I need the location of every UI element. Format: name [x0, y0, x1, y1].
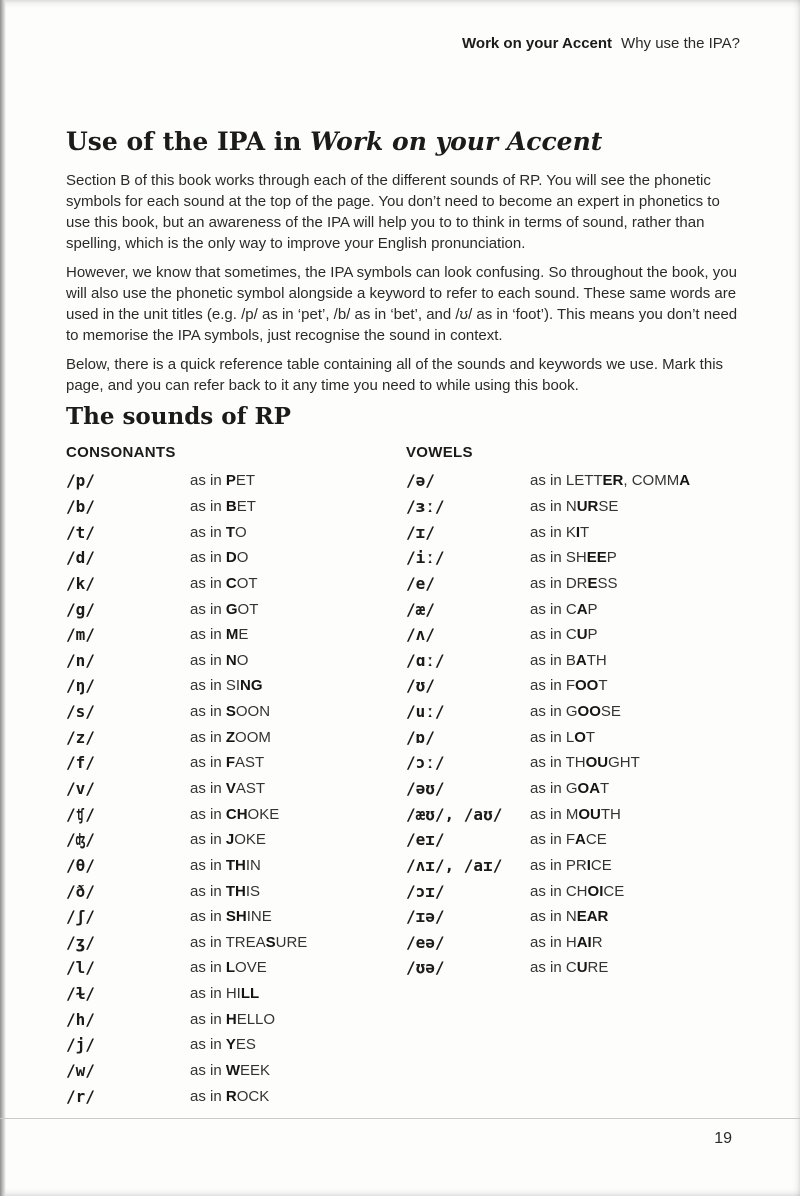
ipa-symbol: /ɒ/ [406, 727, 435, 747]
ipa-symbol: /s/ [66, 702, 95, 722]
vowels-rows [406, 468, 742, 981]
keyword: as in ROCK [190, 1087, 270, 1105]
keyword: as in MOUTH [530, 805, 621, 823]
scan-edge-line [0, 1118, 800, 1119]
keyword: as in SOON [190, 703, 271, 721]
keyword: as in JOKE [190, 831, 266, 849]
keyword: as in SING [190, 677, 263, 695]
ipa-symbol: /l/ [66, 958, 95, 978]
sound-row [66, 519, 406, 545]
scan-edge-shadow [0, 0, 6, 1196]
sound-row [66, 878, 406, 904]
ipa-symbol: /ʧ/ [66, 804, 95, 824]
ipa-symbol: /æʊ/, /aʊ/ [406, 804, 503, 824]
sound-row [406, 750, 742, 776]
sound-row [66, 1058, 406, 1084]
ipa-symbol: /w/ [66, 1061, 95, 1081]
page-title [66, 128, 742, 156]
ipa-symbol: /f/ [66, 753, 95, 773]
sound-row [406, 468, 742, 494]
keyword: as in FOOT [530, 677, 608, 695]
sound-row [66, 494, 406, 520]
keyword: as in CURE [530, 959, 609, 977]
sound-row [406, 699, 742, 725]
sound-row [66, 1083, 406, 1109]
ipa-symbol: /n/ [66, 650, 95, 670]
ipa-symbol: /k/ [66, 573, 95, 593]
keyword: as in THIS [190, 882, 261, 900]
keyword: as in TO [190, 523, 247, 541]
ipa-symbol: /t/ [66, 522, 95, 542]
keyword: as in THIN [190, 856, 261, 874]
sound-row [66, 647, 406, 673]
keyword: as in DRESS [530, 574, 618, 592]
sound-row [66, 596, 406, 622]
ipa-symbol: /ɪ/ [406, 522, 435, 542]
sound-row [66, 853, 406, 879]
sound-row [66, 699, 406, 725]
keyword: as in CHOKE [190, 805, 280, 823]
ipa-symbol: /ʌɪ/, /aɪ/ [406, 855, 503, 875]
consonants-section [66, 444, 406, 1109]
sound-row [66, 724, 406, 750]
ipa-symbol: /j/ [66, 1035, 95, 1055]
sound-row [66, 468, 406, 494]
ipa-symbol: /eə/ [406, 932, 445, 952]
ipa-symbol: /ŋ/ [66, 676, 95, 696]
page-title-italic: Work on your Accent [310, 127, 603, 156]
intro-paragraphs [66, 170, 742, 396]
sound-row [406, 878, 742, 904]
keyword: as in LOT [530, 728, 596, 746]
ipa-symbol: /ə/ [406, 471, 435, 491]
keyword: as in SHEEP [530, 549, 617, 567]
keyword: as in GOOSE [530, 703, 621, 721]
sound-row [66, 776, 406, 802]
sound-row [66, 930, 406, 956]
ipa-symbol: /ɪə/ [406, 907, 445, 927]
sound-row [406, 571, 742, 597]
sound-row [66, 571, 406, 597]
sound-row [66, 955, 406, 981]
sound-row [406, 622, 742, 648]
ipa-symbol: /θ/ [66, 855, 95, 875]
intro-paragraph: Section B of this book works through each of the different sounds of RP. You will see the phonetic symbols for each sound at the top of the page. You don’t need to become an expert in phonetics to use this book, but an awareness of the IPA will help you to to think in terms of sound, rather than spelling, which is the only way to improve your English pronunciation. [66, 172, 720, 252]
vowels-section [406, 444, 742, 981]
keyword: as in TREASURE [190, 933, 308, 951]
sound-row [66, 673, 406, 699]
ipa-symbol: /z/ [66, 727, 95, 747]
running-header [462, 35, 740, 52]
ipa-symbol: /ɔɪ/ [406, 881, 445, 901]
ipa-symbol: /ɑː/ [406, 650, 445, 670]
page-number: 19 [714, 1130, 732, 1147]
sound-row [66, 545, 406, 571]
running-header-book-title: Work on your Accent [462, 35, 613, 52]
ipa-symbol: /p/ [66, 471, 95, 491]
ipa-symbol: /ʃ/ [66, 907, 95, 927]
ipa-symbol: /r/ [66, 1086, 95, 1106]
sound-row [406, 494, 742, 520]
keyword: as in THOUGHT [530, 754, 640, 772]
sound-row [406, 519, 742, 545]
sound-row [406, 827, 742, 853]
ipa-symbol: /m/ [66, 625, 95, 645]
sound-row [66, 1032, 406, 1058]
keyword: as in HILL [190, 985, 260, 1003]
sound-row [406, 545, 742, 571]
sound-row [66, 801, 406, 827]
keyword: as in LETTER, COMMA [530, 472, 691, 490]
ipa-symbol: /v/ [66, 779, 95, 798]
ipa-symbol: /ʒ/ [66, 932, 95, 952]
keyword: as in NURSE [530, 497, 619, 515]
sound-row [66, 1006, 406, 1032]
ipa-symbol: /æ/ [406, 599, 435, 619]
ipa-symbol: /iː/ [406, 548, 445, 568]
ipa-symbol: /b/ [66, 496, 95, 516]
ipa-symbol: /əʊ/ [406, 779, 445, 798]
consonants-heading: CONSONANTS [66, 444, 176, 461]
running-header-section-title: Why use the IPA? [621, 35, 740, 52]
keyword: as in ME [190, 626, 249, 644]
ipa-symbol: /ɔː/ [406, 753, 445, 773]
keyword: as in CUP [530, 626, 598, 644]
sound-row [406, 930, 742, 956]
keyword: as in FAST [190, 754, 265, 772]
keyword: as in HAIR [530, 933, 603, 951]
keyword: as in ZOOM [190, 728, 271, 746]
ipa-symbol: /ɜː/ [406, 496, 445, 516]
ipa-symbol: /ʌ/ [406, 625, 435, 645]
ipa-symbol: /d/ [66, 548, 95, 568]
sound-row [406, 955, 742, 981]
ipa-symbol: /ʤ/ [66, 830, 95, 850]
sound-row [406, 724, 742, 750]
sound-row [406, 853, 742, 879]
sound-row [406, 904, 742, 930]
sound-row [406, 673, 742, 699]
page-title-main: Use of the IPA in [66, 127, 311, 156]
keyword: as in BATH [530, 651, 607, 669]
sounds-table [66, 444, 742, 1109]
ipa-symbol: /ɫ/ [66, 984, 95, 1004]
ipa-symbol: /ʊ/ [406, 676, 435, 696]
ipa-symbol: /ð/ [66, 881, 95, 901]
sound-row [66, 750, 406, 776]
keyword: as in WEEK [190, 1062, 271, 1080]
ipa-symbol: /e/ [406, 573, 435, 593]
keyword: as in PET [190, 472, 256, 490]
keyword: as in GOT [190, 600, 259, 618]
sounds-heading: The sounds of RP [66, 403, 291, 430]
keyword: as in NEAR [530, 908, 609, 926]
consonants-rows [66, 468, 406, 1109]
ipa-symbol: /eɪ/ [406, 830, 445, 850]
ipa-symbol: /ʊə/ [406, 958, 445, 978]
keyword: as in CHOICE [530, 882, 625, 900]
keyword: as in FACE [530, 831, 607, 849]
keyword: as in KIT [530, 523, 590, 541]
keyword: as in VAST [190, 780, 266, 797]
sound-row [406, 596, 742, 622]
sound-row [66, 827, 406, 853]
keyword: as in BET [190, 497, 256, 515]
ipa-symbol: /uː/ [406, 702, 445, 722]
keyword: as in DO [190, 549, 249, 567]
keyword: as in CAP [530, 600, 598, 618]
sound-row [66, 981, 406, 1007]
sound-row [66, 622, 406, 648]
keyword: as in LOVE [190, 959, 267, 977]
keyword: as in NO [190, 651, 249, 669]
keyword: as in GOAT [530, 780, 610, 797]
keyword: as in YES [190, 1036, 256, 1054]
ipa-symbol: /g/ [66, 599, 95, 619]
keyword: as in SHINE [190, 908, 272, 926]
ipa-symbol: /h/ [66, 1009, 95, 1029]
keyword: as in HELLO [190, 1010, 276, 1028]
sound-row [66, 904, 406, 930]
keyword: as in COT [190, 574, 258, 592]
keyword: as in PRICE [530, 856, 612, 874]
intro-paragraph: Below, there is a quick reference table containing all of the sounds and keywords we use. Mark this page, and you can refer back to it any time you need to while using this book. [66, 356, 724, 394]
sound-row [406, 776, 742, 802]
intro-paragraph: However, we know that sometimes, the IPA symbols can look confusing. So throughout the book, you will also use the phonetic symbol alongside a keyword to refer to each sound. These same words are used in the unit titles (e.g. /p/ as in ‘pet’, /b/ as in ‘bet’, and /ʊ/ as in ‘foot’). This means you don’t need to memorise the IPA symbols, just recognise the sound in context. [66, 264, 738, 344]
sound-row [406, 647, 742, 673]
sound-row [406, 801, 742, 827]
vowels-heading: VOWELS [406, 444, 473, 461]
